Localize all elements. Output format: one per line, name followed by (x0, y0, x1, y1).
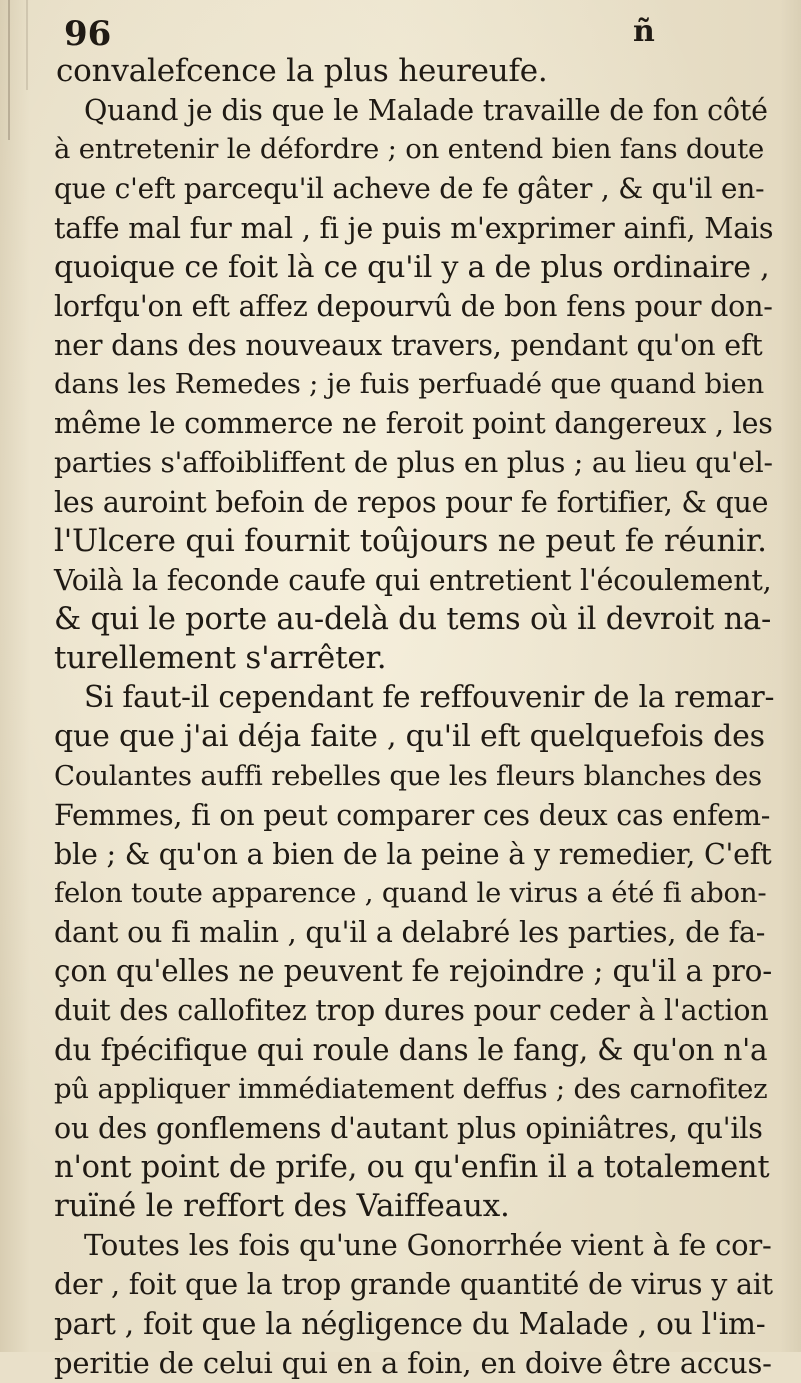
text-line: ou des gonflemens d'autant plus opiniâtres, qu'ils (54, 1111, 763, 1145)
text-line: Coulantes auffi rebelles que les fleurs blanches des (54, 759, 762, 792)
text-line: Femmes, fi on peut comparer ces deux cas enfem- (54, 798, 771, 832)
text-line: les auroint befoin de repos pour fe fortifier, & que (54, 485, 769, 519)
text-line: à entretenir le défordre ; on entend bien fans doute (54, 133, 765, 166)
text-line: part , foit que la négligence du Malade , ou l'im- (54, 1306, 766, 1341)
text-line: duit des callofitez trop dures pour ceder à l'action (54, 994, 769, 1028)
text-line: çon qu'elles ne peuvent fe rejoindre ; qu'il a pro- (54, 954, 772, 989)
text-line: Si faut-il cependant fe reffouvenir de la remar- (84, 680, 775, 715)
text-line: n'ont point de prife, ou qu'enfin il a totalement (54, 1149, 770, 1185)
text-line: der , foit que la trop grande quantité de virus y ait (54, 1268, 773, 1302)
text-line: quoique ce foit là ce qu'il y a de plus ordinaire , (54, 249, 770, 285)
text-line: Toutes les fois qu'une Gonorrhée vient à fe cor- (84, 1228, 772, 1263)
text-line: Quand je dis que le Malade travaille de fon côté (84, 94, 768, 128)
text-line: ble ; & qu'on a bien de la peine à y remedier, C'eft (54, 837, 772, 871)
page-edge-shadow (26, 0, 28, 90)
text-line: ner dans des nouveaux travers, pendant qu'on eft (54, 328, 763, 362)
text-line: ruïné le reffort des Vaiffeaux. (54, 1188, 510, 1225)
page-number: 96 (64, 14, 112, 54)
text-line: dans les Remedes ; je fuis perfuadé que quand bien (54, 368, 765, 401)
text-line: convalefcence la plus heureufe. (56, 53, 548, 89)
text-line: l'Ulcere qui fournit toûjours ne peut fe réunir. (54, 522, 767, 559)
text-line: turellement s'arrêter. (54, 640, 387, 677)
text-line: du fpécifique qui roule dans le fang, & qu'on n'a (54, 1032, 768, 1067)
text-line: Voilà la feconde caufe qui entretient l'écoulement, (54, 563, 772, 597)
text-line: que c'eft parcequ'il acheve de fe gâter , & qu'il en- (54, 172, 765, 206)
text-line: parties s'affoibliffent de plus en plus ; au lieu qu'el- (54, 446, 773, 480)
text-line: pû appliquer immédiatement deffus ; des carnofitez (54, 1072, 768, 1105)
text-line: dant ou fi malin , qu'il a delabré les parties, de fa- (54, 916, 766, 950)
text-line: taffe mal fur mal , fi je puis m'exprimer ainfi, Mais (54, 211, 774, 245)
text-line: felon toute apparence , quand le virus a été fi abon- (54, 876, 767, 909)
text-line: peritie de celui qui en a foin, en doive être accus- (54, 1345, 772, 1380)
text-line: même le commerce ne feroit point dangereux , les (54, 407, 773, 441)
text-line: que que j'ai déja faite , qu'il eft quelquefois des (54, 719, 765, 755)
body-text (54, 52, 774, 1383)
corner-mark: ñ (633, 14, 655, 49)
page-edge-shadow (8, 0, 10, 140)
text-line: lorfqu'on eft affez depourvû de bon fens pour don- (54, 289, 773, 323)
text-line: & qui le porte au-delà du tems où il devroit na- (54, 601, 772, 637)
